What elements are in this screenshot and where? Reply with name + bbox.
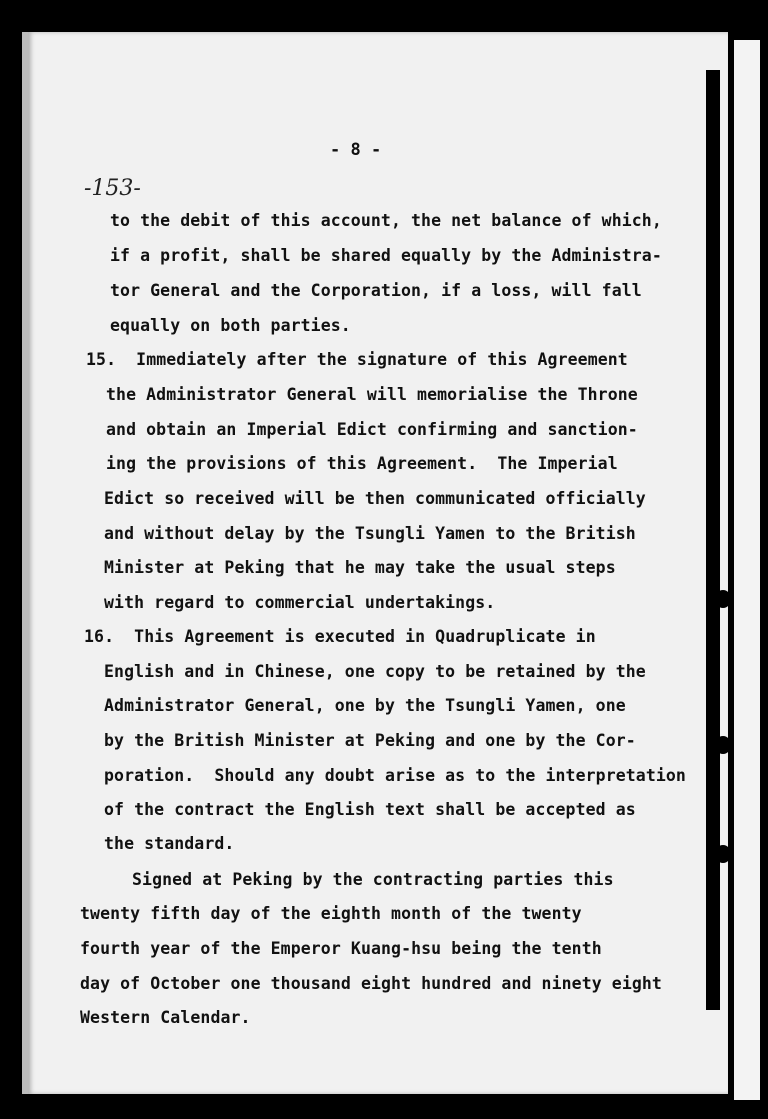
page-number: - 8 - bbox=[330, 140, 382, 160]
body-line: Minister at Peking that he may take the usual steps bbox=[104, 558, 616, 577]
body-line: with regard to commercial undertakings. bbox=[104, 593, 496, 612]
body-line: twenty fifth day of the eighth month of the twenty bbox=[80, 904, 582, 923]
body-line: if a profit, shall be shared equally by the Administra- bbox=[110, 246, 662, 265]
clause-16-line: 16. This Agreement is executed in Quadruplicate in bbox=[84, 627, 596, 646]
page-binding-edge bbox=[706, 70, 720, 1010]
body-line: Administrator General, one by the Tsungli Yamen, one bbox=[104, 696, 626, 715]
body-line: and obtain an Imperial Edict confirming and sanction- bbox=[106, 420, 638, 439]
body-line: Edict so received will be then communicated officially bbox=[104, 489, 646, 508]
body-line: Western Calendar. bbox=[80, 1008, 251, 1027]
body-line: English and in Chinese, one copy to be retained by the bbox=[104, 662, 646, 681]
binding-hole bbox=[715, 736, 731, 754]
binding-hole bbox=[715, 590, 731, 608]
clause-15-line: 15. Immediately after the signature of this Agreement bbox=[86, 350, 628, 369]
body-line: equally on both parties. bbox=[110, 316, 351, 335]
body-line: of the contract the English text shall be accepted as bbox=[104, 800, 636, 819]
handwritten-annotation: -153- bbox=[84, 176, 141, 201]
adjacent-page-strip bbox=[734, 40, 760, 1100]
signature-paragraph-line: Signed at Peking by the contracting parties this bbox=[132, 870, 614, 889]
binding-hole bbox=[715, 845, 731, 863]
body-line: poration. Should any doubt arise as to the interpretation bbox=[104, 766, 686, 785]
body-line: day of October one thousand eight hundred and ninety eight bbox=[80, 974, 662, 993]
body-line: fourth year of the Emperor Kuang-hsu being the tenth bbox=[80, 939, 602, 958]
body-line: tor General and the Corporation, if a loss, will fall bbox=[110, 281, 642, 300]
body-line: and without delay by the Tsungli Yamen to the British bbox=[104, 524, 636, 543]
body-line: ing the provisions of this Agreement. The Imperial bbox=[106, 454, 618, 473]
body-line: the Administrator General will memorialise the Throne bbox=[106, 385, 638, 404]
body-line: the standard. bbox=[104, 834, 235, 853]
body-line: to the debit of this account, the net balance of which, bbox=[110, 211, 662, 230]
body-line: by the British Minister at Peking and one by the Cor- bbox=[104, 731, 636, 750]
